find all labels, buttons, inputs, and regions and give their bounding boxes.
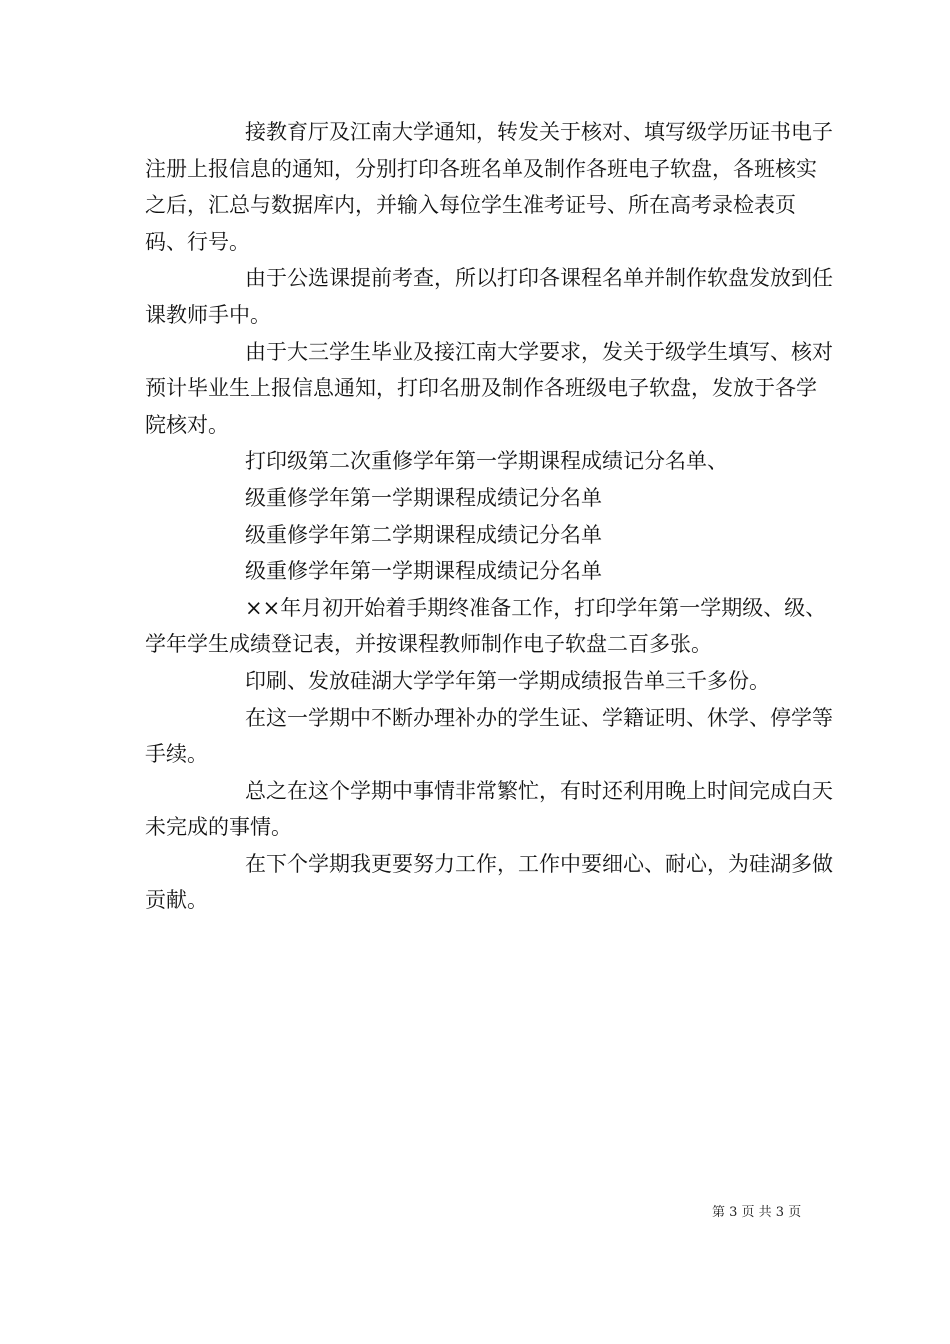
paragraph-retake-list-2: 级重修学年第一学期课程成绩记分名单 (245, 485, 602, 510)
paragraph-graduate-info: 由于大三学生毕业及接江南大学要求，发关于级学生填写、核对预计毕业生上报信息通知，打印名册及制作各班级电子软盘，发放于各学院核对。 (145, 339, 833, 437)
paragraph-retake-list-1: 打印级第二次重修学年第一学期课程成绩记分名单、 (245, 449, 728, 474)
paragraph-final-exam-prep: ××年月初开始着手期终准备工作，打印学年第一学期级、级、学年学生成绩登记表，并按课程教师制作电子软盘二百多张。 (145, 595, 827, 657)
document-body (145, 114, 835, 919)
paragraph-retake-list-3: 级重修学年第二学期课程成绩记分名单 (245, 522, 602, 547)
paragraph-notice-certificate: 接教育厅及江南大学通知，转发关于核对、填写级学历证书电子注册上报信息的通知，分别打印各班名单及制作各班电子软盘，各班核实之后，汇总与数据库内，并输入每位学生准考证号、所在高考录检表页码、行号。 (145, 120, 833, 254)
page-number-footer: 第 3 页 共 3 页 (712, 1205, 802, 1220)
paragraph-report-cards: 印刷、发放硅湖大学学年第一学期成绩报告单三千多份。 (245, 668, 770, 693)
paragraph-summary: 总之在这个学期中事情非常繁忙，有时还利用晚上时间完成白天未完成的事情。 (145, 778, 833, 840)
paragraph-next-semester: 在下个学期我更要努力工作，工作中要细心、耐心，为硅湖多做贡献。 (145, 851, 833, 913)
paragraph-elective-course: 由于公选课提前考查，所以打印各课程名单并制作软盘发放到任课教师手中。 (145, 266, 833, 327)
paragraph-student-procedures: 在这一学期中不断办理补办的学生证、学籍证明、休学、停学等手续。 (145, 705, 833, 767)
paragraph-retake-list-4: 级重修学年第一学期课程成绩记分名单 (245, 559, 602, 584)
